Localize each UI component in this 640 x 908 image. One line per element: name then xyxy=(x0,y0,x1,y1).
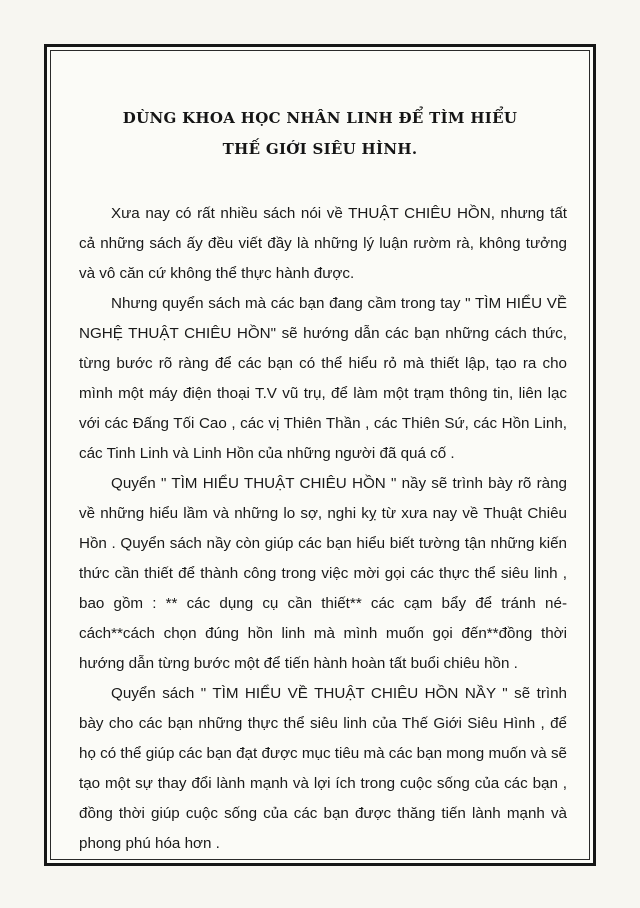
page-title-line-2: THẾ GIỚI SIÊU HÌNH. xyxy=(222,140,418,158)
paragraph-3: Quyển " TÌM HIỂU THUẬT CHIÊU HỒN " nầy sẽ trình bày rõ ràng về những hiểu lầm và những lo sợ, nghi kỵ từ xưa nay về Thuật Chiêu Hồn . Quyển sách nầy còn giúp các bạn hiểu biết tường tận những kiến thức cần thiết để thành công trong việc mời gọi các thực thể siêu linh , bao gồm : ** các dụng cụ cần thiết** các cạm bẩy để tránh né-cách**cách chọn đúng hồn linh mà mình muốn gọi đến**đồng thời hướng dẫn từng bước một để tiến hành hoàn tất buổi chiêu hồn . xyxy=(79,475,567,672)
paragraph-2: Nhưng quyển sách mà các bạn đang cầm trong tay " TÌM HIỂU VỀ NGHỆ THUẬT CHIÊU HỒN" sẽ hướng dẫn các bạn những cách thức, từng bước rõ ràng để các bạn có thể hiểu rỏ mà thiết lập, tạo ra cho mình một máy điện thoại T.V vũ trụ, để làm một trạm thông tin, liên lạc với các Đấng Tối Cao , các vị Thiên Thần , các Thiên Sứ, các Hồn Linh, các Tinh Linh và Linh Hồn của những người đã quá cố . xyxy=(79,295,567,462)
paragraph-1: Xưa nay có rất nhiều sách nói về THUẬT CHIÊU HỒN, nhưng tất cả những sách ấy đều viết đầy là những lý luận rườm rà, không tưởng và vô căn cứ không thể thực hành được. xyxy=(79,205,567,282)
body-text xyxy=(79,199,567,859)
page-border xyxy=(44,44,596,866)
page-title-line-1: DÙNG KHOA HỌC NHÂN LINH ĐỂ TÌM HIỂU xyxy=(122,109,518,127)
paragraph-4: Quyển sách " TÌM HIỂU VỀ THUẬT CHIÊU HỒN NẦY " sẽ trình bày cho các bạn những thực thể siêu linh của Thế Giới Siêu Hình , để họ có thể giúp các bạn đạt được mục tiêu mà các bạn mong muốn và sẽ tạo một sự thay đổi lành mạnh và lợi ích trong cuộc sống của các bạn , đồng thời giúp cuộc sống của các bạn được thăng tiến lành mạnh và phong phú hóa hơn . xyxy=(79,685,567,852)
